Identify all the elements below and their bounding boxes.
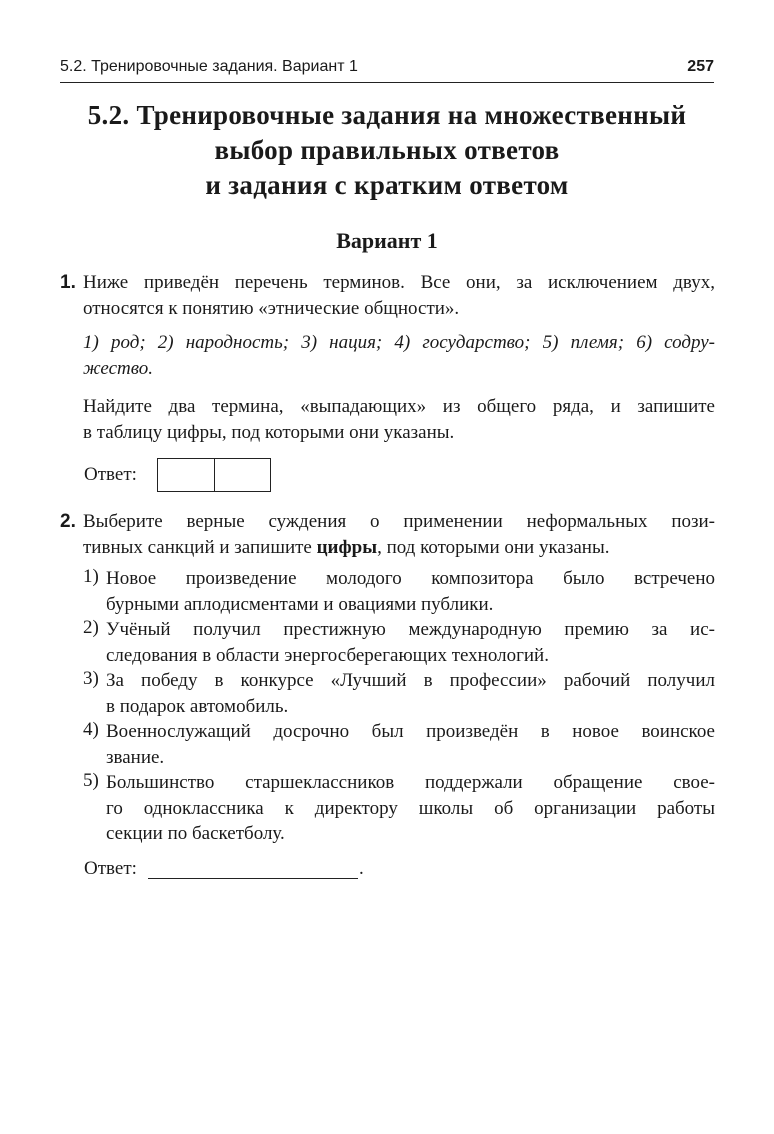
option-line: Военнослужащий досрочно был произведён в новое воинское bbox=[106, 721, 715, 742]
option-number: 3) bbox=[83, 668, 99, 689]
question-2-intro-text: , под которыми они указаны. bbox=[377, 537, 610, 558]
option-text bbox=[106, 566, 715, 617]
option-line: Большинство старшеклассников поддержали обращение свое- bbox=[106, 772, 715, 793]
option-line: следования в области энергосберегающих технологий. bbox=[106, 644, 549, 666]
question-2-intro-bold: цифры bbox=[316, 537, 378, 558]
page-number: 257 bbox=[687, 58, 714, 75]
question-1-task-line: Найдите два термина, «выпадающих» из общего ряда, и запишите bbox=[83, 396, 715, 417]
section-title-line: выбор правильных ответов bbox=[214, 135, 560, 165]
question-2-intro-text: тивных санкций и запишите bbox=[83, 537, 317, 558]
question-2-answer-line[interactable] bbox=[148, 878, 358, 879]
question-1-terms-line: 1) род; 2) народность; 3) нация; 4) государство; 5) племя; 6) содру- bbox=[83, 332, 715, 353]
question-2-intro bbox=[83, 509, 715, 561]
option-text bbox=[106, 719, 715, 770]
running-title: 5.2. Тренировочные задания. Вариант 1 bbox=[60, 58, 358, 75]
option-number: 4) bbox=[83, 719, 99, 740]
question-1-intro-line: относятся к понятию «этнические общности». bbox=[83, 298, 460, 319]
option-text bbox=[106, 770, 715, 847]
question-1-terms bbox=[83, 330, 715, 382]
option-line: го одноклассника к директору школы об организации работы bbox=[106, 797, 715, 819]
option-number: 5) bbox=[83, 770, 99, 791]
question-2-number: 2. bbox=[60, 511, 76, 532]
section-title bbox=[60, 98, 714, 203]
option-line: секции по баскетболу. bbox=[106, 823, 285, 844]
question-1-intro bbox=[83, 270, 715, 322]
question-1-answer-label: Ответ: bbox=[84, 464, 137, 485]
question-1-terms-line: жество. bbox=[83, 358, 154, 379]
variant-title: Вариант 1 bbox=[336, 228, 438, 253]
option-text bbox=[106, 617, 715, 668]
question-1-task bbox=[83, 394, 715, 446]
option-line: бурными аплодисментами и овациями публики. bbox=[106, 593, 494, 615]
question-2-answer-end: . bbox=[359, 858, 364, 879]
question-1-number: 1. bbox=[60, 272, 76, 293]
question-1-task-line: в таблицу цифры, под которыми они указаны. bbox=[83, 422, 455, 443]
question-2-intro-line: Выберите верные суждения о применении неформальных пози- bbox=[83, 511, 715, 532]
option-line: Учёный получил престижную международную премию за ис- bbox=[106, 619, 715, 640]
question-1-intro-line: Ниже приведён перечень терминов. Все они, за исключением двух, bbox=[83, 272, 715, 293]
question-2-answer-label: Ответ: bbox=[84, 858, 137, 879]
question-1-answer-table bbox=[157, 458, 271, 492]
answer-cell[interactable] bbox=[214, 459, 271, 491]
answer-cell[interactable] bbox=[158, 459, 214, 491]
option-text bbox=[106, 668, 715, 719]
option-line: звание. bbox=[106, 746, 165, 768]
section-title-line: 5.2. Тренировочные задания на множественный bbox=[87, 100, 687, 130]
option-number: 2) bbox=[83, 617, 99, 638]
option-line: Новое произведение молодого композитора было встречено bbox=[106, 568, 715, 589]
option-number: 1) bbox=[83, 566, 99, 587]
section-title-line: и задания с кратким ответом bbox=[205, 170, 569, 200]
option-line: За победу в конкурсе «Лучший в профессии» рабочий получил bbox=[106, 670, 715, 691]
question-2-intro-line bbox=[83, 535, 715, 561]
running-header bbox=[60, 58, 714, 83]
option-line: в подарок автомобиль. bbox=[106, 695, 289, 717]
